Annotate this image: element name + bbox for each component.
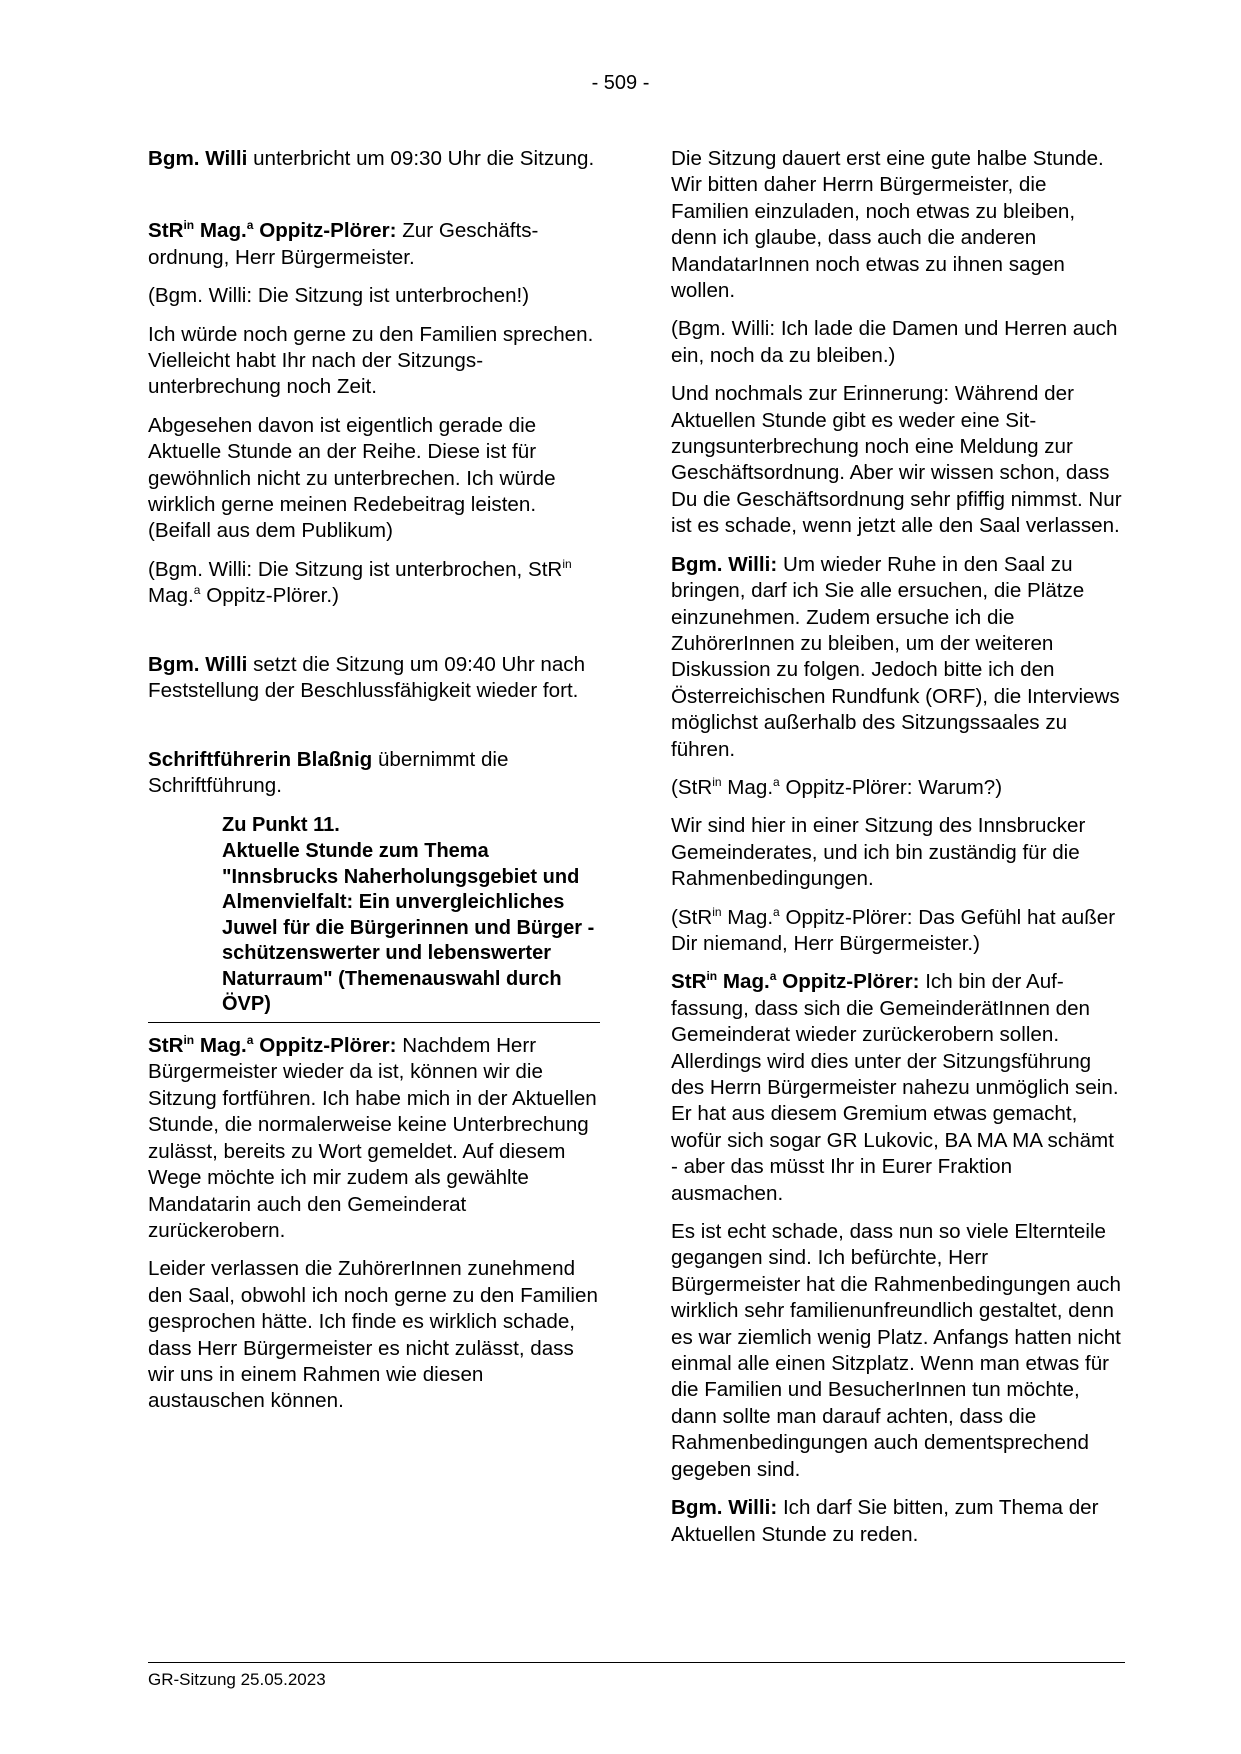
paragraph-text: Ich darf Sie bitten, zum Thema der Aktuellen Stunde zu reden. xyxy=(671,1496,1099,1546)
speaker-name: Bgm. Willi xyxy=(148,147,248,170)
paragraph-text: Nachdem Herr Bürgermeister wieder da ist, können wir die Sitzung fortführen. Ich habe mich in der Aktuellen Stunde, die normalerweise keine Unterbrechung zulässt, bereits zu Wort gemeldet. Auf diesem Wege möchte ich mir zudem als gewählte Mandatarin auch den Gemeinderat zurückerobern. xyxy=(148,1034,597,1242)
speaker-name: StR$^{in}$ Mag.$^a$ Oppitz-Plörer: xyxy=(148,218,397,243)
agenda-item-title: Aktuelle Stunde zum Thema "Innsbrucks Naherholungsgebiet und Almenvielfalt: Ein unvergleichliches Juwel für die Bürgerinnen und Bürger - schützenswerter und lebenswerter Naturraum" (Themenauswahl durch ÖVP) xyxy=(222,839,595,1016)
paragraph: Ich würde noch gerne zu den Familien sprechen. Vielleicht habt Ihr nach der Sitzungsunterbrechung noch Zeit. xyxy=(148,322,594,399)
paragraph xyxy=(671,552,1123,763)
speaker-name: Schriftführerin Blaßnig xyxy=(148,747,373,771)
paragraph-text: setzt die Sitzung um 09:40 Uhr nach Feststellung der Beschlussfähigkeit wieder fort. xyxy=(148,652,586,703)
speaker-name: Bgm. Willi: xyxy=(671,1496,778,1520)
right-column xyxy=(671,146,1123,1560)
paragraph xyxy=(148,747,600,800)
paragraph xyxy=(148,218,600,271)
footer-divider xyxy=(148,1662,1125,1663)
agenda-item-heading xyxy=(148,813,600,1023)
paragraph: Abgesehen davon ist eigentlich gerade die Aktuelle Stunde an der Reihe. Diese ist für gewöhnlich nicht zu unterbrechen. Ich würde wirklich gerne meinen Redebeitrag leisten. (Beifall aus dem Publikum) xyxy=(148,413,556,543)
paragraph-text: Ich bin der Auffassung, dass sich die GemeinderätInnen den Gemeinderat wieder zurückerobern sollen. Allerdings wird dies unter der Sitzungsführung des Herrn Bürgermeister nahezu unmöglich sein. Er hat aus diesem Gremium etwas gemacht, wofür sich sogar GR Lukovic, BA MA MA schämt - aber das müsst Ihr in Eurer Fraktion ausmachen. xyxy=(671,970,1119,1205)
speaker-name: Bgm. Willi: xyxy=(671,552,778,576)
paragraph: (Bgm. Willi: Ich lade die Damen und Herren auch ein, noch da zu bleiben.) xyxy=(671,317,1118,367)
paragraph-text: unterbricht um 09:30 Uhr die Sitzung. xyxy=(247,147,595,170)
paragraph: Und nochmals zur Erinnerung: Während der Aktuellen Stunde gibt es weder eine Sitzungsunterbrechung noch eine Meldung zur Geschäftsordnung. Aber wir wissen schon, dass Du die Geschäftsordnung sehr pfiffig nimmst. Nur ist es schade, wenn jetzt alle den Saal verlassen. xyxy=(671,382,1122,538)
speaker-name: StR$^{in}$ Mag.$^a$ Oppitz-Plörer: xyxy=(148,1033,397,1058)
paragraph-text: Zur Geschäftsordnung, Herr Bürgermeister. xyxy=(148,219,539,269)
paragraph xyxy=(148,1033,600,1244)
speaker-name: Bgm. Willi xyxy=(148,652,248,676)
speaker-name: StR$^{in}$ Mag.$^a$ Oppitz-Plörer: xyxy=(671,969,920,994)
paragraph: Die Sitzung dauert erst eine gute halbe Stunde. Wir bitten daher Herrn Bürgermeister, die Familien einzuladen, noch etwas zu bleiben, denn ich glaube, dass auch die anderen MandatarInnen noch etwas zu ihnen sagen wollen. xyxy=(671,147,1104,303)
paragraph: (Bgm. Willi: Die Sitzung ist unterbrochen, StR$^{in}$ Mag.$^a$ Oppitz-Plörer.) xyxy=(148,556,572,608)
paragraph: (Bgm. Willi: Die Sitzung ist unterbrochen!) xyxy=(148,284,530,308)
paragraph: (StR$^{in}$ Mag.$^a$ Oppitz-Plörer: Warum?) xyxy=(671,774,1003,799)
paragraph xyxy=(148,652,600,705)
agenda-item-number: Zu Punkt 11. xyxy=(222,814,340,837)
paragraph xyxy=(148,146,600,172)
paragraph-text: Um wieder Ruhe in den Saal zu bringen, darf ich Sie alle ersuchen, die Plätze einzunehmen. Zudem ersuche ich die ZuhörerInnen zu bleiben, um der weiteren Diskussion zu folgen. Jedoch bitte ich den Österreichischen Rundfunk (ORF), die Interviews möglichst außerhalb des Sitzungssaales zu führen. xyxy=(671,552,1120,761)
paragraph xyxy=(671,1495,1123,1548)
footer-text: GR-Sitzung 25.05.2023 xyxy=(148,1670,326,1689)
paragraph: (StR$^{in}$ Mag.$^a$ Oppitz-Plörer: Das Gefühl hat außer Dir niemand, Herr Bürgermeister.) xyxy=(671,904,1116,955)
paragraph: Es ist echt schade, dass nun so viele Elternteile gegangen sind. Ich befürchte, Herr Bürgermeister hat die Rahmenbedingungen auch wirklich sehr familienunfreundlich gestaltet, denn es war ziemlich wenig Platz. Anfangs hatten nicht einmal alle einen Sitzplatz. Wenn man etwas für die Familien und BesucherInnen tun möchte, dann sollte man darauf achten, dass die Rahmenbedingungen auch dementsprechend gegeben sind. xyxy=(671,1220,1121,1481)
paragraph xyxy=(671,969,1123,1207)
paragraph: Wir sind hier in einer Sitzung des Innsbrucker Gemeinderates, und ich bin zuständig für die Rahmenbedingungen. xyxy=(671,814,1086,891)
page-number: - 509 - xyxy=(591,72,650,94)
paragraph: Leider verlassen die ZuhörerInnen zunehmend den Saal, obwohl ich noch gerne zu den Familien gesprochen hätte. Ich finde es wirklich schade, dass Herr Bürgermeister es nicht zulässt, dass wir uns in einem Rahmen wie diesen austauschen können. xyxy=(148,1257,598,1413)
paragraph-text: übernimmt die Schriftführung. xyxy=(148,747,509,797)
left-column xyxy=(148,146,600,1427)
